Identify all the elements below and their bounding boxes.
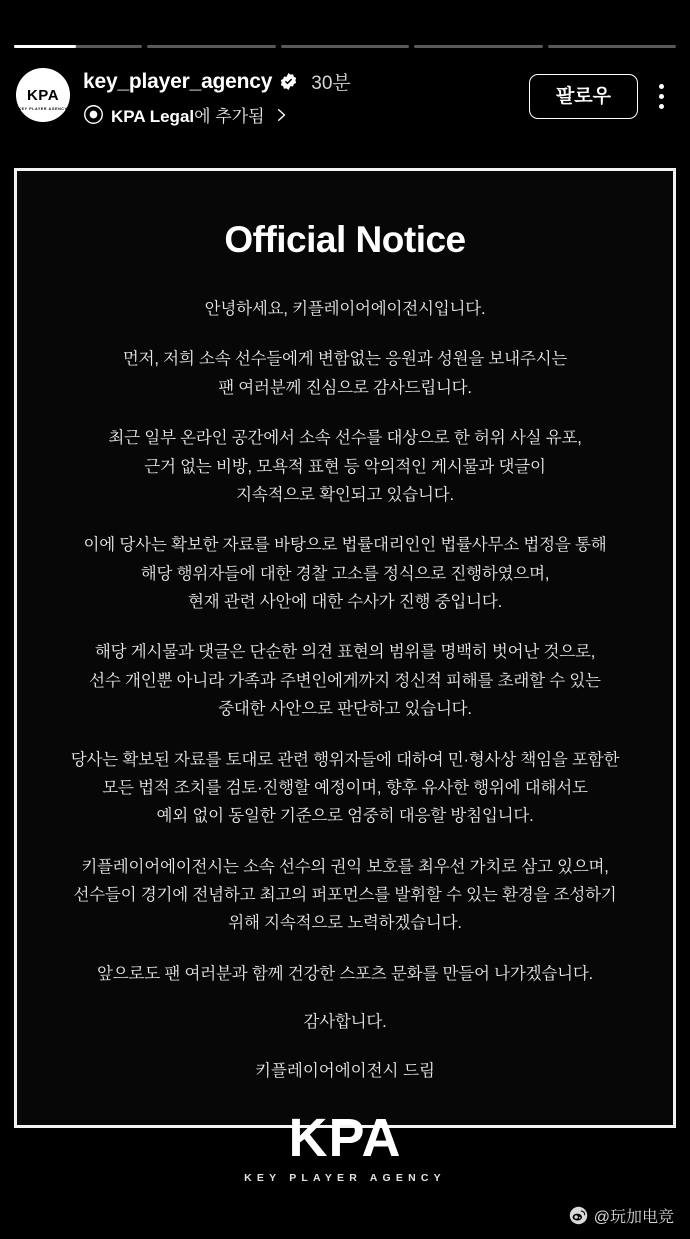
- notice-signature: 키플레이어에이전시 드림: [255, 1061, 435, 1080]
- progress-segment[interactable]: [548, 45, 676, 48]
- username[interactable]: key_player_agency: [83, 69, 273, 93]
- progress-segment[interactable]: [414, 45, 542, 48]
- avatar-label: KPA: [26, 86, 60, 104]
- notice-paragraph: 당사는 확보된 자료를 토대로 관련 행위자들에 대하여 민·형사상 책임을 포함한 모든 법적 조치를 검토·진행할 예정이며, 향후 유사한 행위에 대해서도 예외 없이 동일한 기준으로 엄중히 대응할 방침입니다.: [70, 750, 620, 826]
- follow-button[interactable]: 팔로우: [529, 74, 638, 119]
- avatar[interactable]: [16, 68, 70, 122]
- highlight-ring-icon: [83, 104, 104, 125]
- official-notice-card: [14, 168, 676, 1184]
- story-progress-bar: [0, 44, 690, 48]
- notice-paragraph: 먼저, 저희 소속 선수들에게 변함없는 응원과 성원을 보내주시는 팬 여러분께 진심으로 감사드립니다.: [122, 350, 568, 397]
- watermark-text: @玩加电竞: [593, 1209, 674, 1226]
- weibo-icon: [569, 1206, 588, 1225]
- story-header: [0, 48, 690, 136]
- kpa-logo: [37, 1107, 653, 1184]
- notice-paragraph: 해당 게시물과 댓글은 단순한 의견 표현의 범위를 명백히 벗어난 것으로, 선수 개인뿐 아니라 가족과 주변인에게까지 정신적 피해를 초래할 수 있는 중대한 사안으로 판단하고 있습니다.: [89, 643, 601, 719]
- account-line: [83, 68, 529, 95]
- notice-paragraph: 키플레이어에이전시는 소속 선수의 권익 보호를 최우선 가치로 삼고 있으며, 선수들이 경기에 전념하고 최고의 퍼포먼스를 발휘할 수 있는 환경을 조성하기 위해 지속적으로 노력하겠습니다.: [73, 857, 617, 933]
- notice-paragraph: 이에 당사는 확보한 자료를 바탕으로 법률대리인인 법률사무소 법정을 통해 해당 행위자들에 대한 경찰 고소를 정식으로 진행하였으며, 현재 관련 사안에 대한 수사가 진행 중입니다.: [83, 536, 607, 611]
- chevron-right-icon: [274, 108, 288, 122]
- notice-paragraph: 최근 일부 온라인 공간에서 소속 선수를 대상으로 한 허위 사실 유포, 근거 없는 비방, 모욕적 표현 등 악의적인 게시물과 댓글이 지속적으로 확인되고 있습니다.: [108, 429, 582, 504]
- progress-segment[interactable]: [14, 45, 142, 48]
- notice-paragraph: 앞으로도 팬 여러분과 함께 건강한 스포츠 문화를 만들어 나가겠습니다.: [97, 964, 593, 983]
- notice-paragraph: 안녕하세요, 키플레이어에이전시입니다.: [204, 300, 486, 318]
- kpa-logo-main: KPA: [288, 1107, 402, 1168]
- more-options-icon[interactable]: [648, 77, 674, 117]
- progress-segment[interactable]: [147, 45, 275, 48]
- watermark: [569, 1204, 674, 1227]
- header-actions: [529, 74, 674, 119]
- verified-badge-icon: [279, 72, 298, 91]
- highlight-name: KPA Legal: [111, 107, 195, 126]
- progress-segment[interactable]: [281, 45, 409, 48]
- header-text-block: [83, 62, 529, 127]
- notice-title: Official Notice: [224, 219, 466, 260]
- highlight-label: [111, 102, 265, 127]
- notice-paragraph: 감사합니다.: [303, 1013, 387, 1032]
- timestamp: 30분: [311, 73, 351, 94]
- notice-body: [37, 295, 653, 1081]
- avatar-sublabel: KEY PLAYER AGENCY: [18, 107, 68, 111]
- highlight-suffix: 에 추가됨: [194, 107, 265, 126]
- kpa-logo-sub: KEY PLAYER AGENCY: [244, 1171, 446, 1184]
- highlight-line[interactable]: [83, 102, 529, 127]
